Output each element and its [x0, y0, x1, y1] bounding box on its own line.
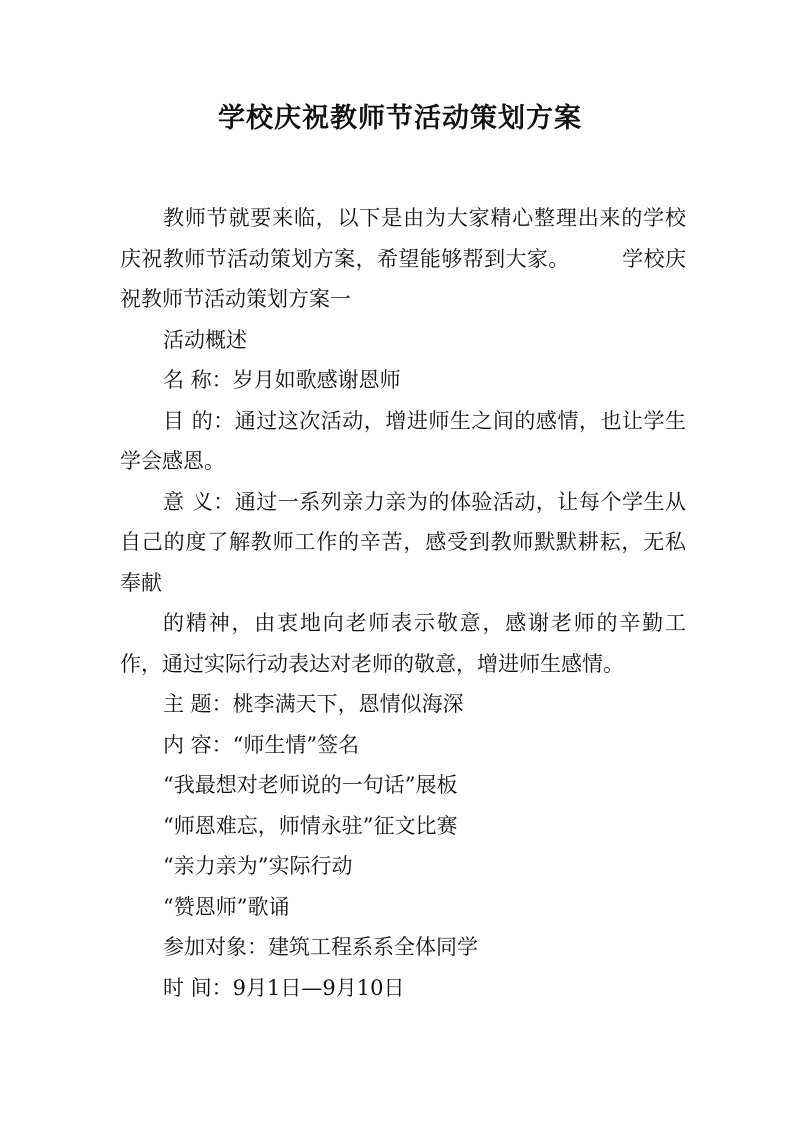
theme-line: 主 题：桃李满天下，恩情似海深 [163, 692, 464, 716]
content-item: “亲力亲为”实际行动 [163, 854, 353, 878]
meaning-continuation: 的精神，由衷地向老师表示敬意，感谢老师的辛勤工作，通过实际行动表达对老师的敬意，增进师生感情。 [120, 611, 686, 676]
document-body [120, 198, 686, 1008]
participants-line: 参加对象：建筑工程系系全体同学 [163, 935, 478, 959]
purpose-line: 目 的：通过这次活动，增进师生之间的感情，也让学生学会感恩。 [120, 408, 686, 473]
meaning-line: 意 义：通过一系列亲力亲为的体验活动，让每个学生从自己的度了解教师工作的辛苦，感受到教师默默耕耘，无私奉献 [120, 489, 686, 595]
content-item: “师恩难忘，师情永驻”征文比赛 [163, 813, 458, 838]
document-title: 学校庆祝教师节活动策划方案 [218, 103, 582, 134]
plan-heading-text: 学校庆祝教师节活动策划方案一 [120, 246, 686, 311]
time-line: 时 间：9月1日—9月10日 [163, 975, 405, 1000]
intro-text: 教师节就要来临，以下是由为大家精心整理出来的学校庆祝教师节活动策划方案，希望能够帮到大家。 [120, 206, 686, 271]
content-item: “我最想对老师说的一句话”展板 [163, 773, 458, 797]
content-line: 内 容：“师生情”签名 [163, 732, 360, 757]
section-heading: 活动概述 [163, 327, 247, 352]
name-line: 名 称：岁月如歌感谢恩师 [163, 368, 401, 392]
intro-paragraph [120, 198, 686, 320]
content-item: “赞恩师”歌诵 [163, 894, 290, 919]
